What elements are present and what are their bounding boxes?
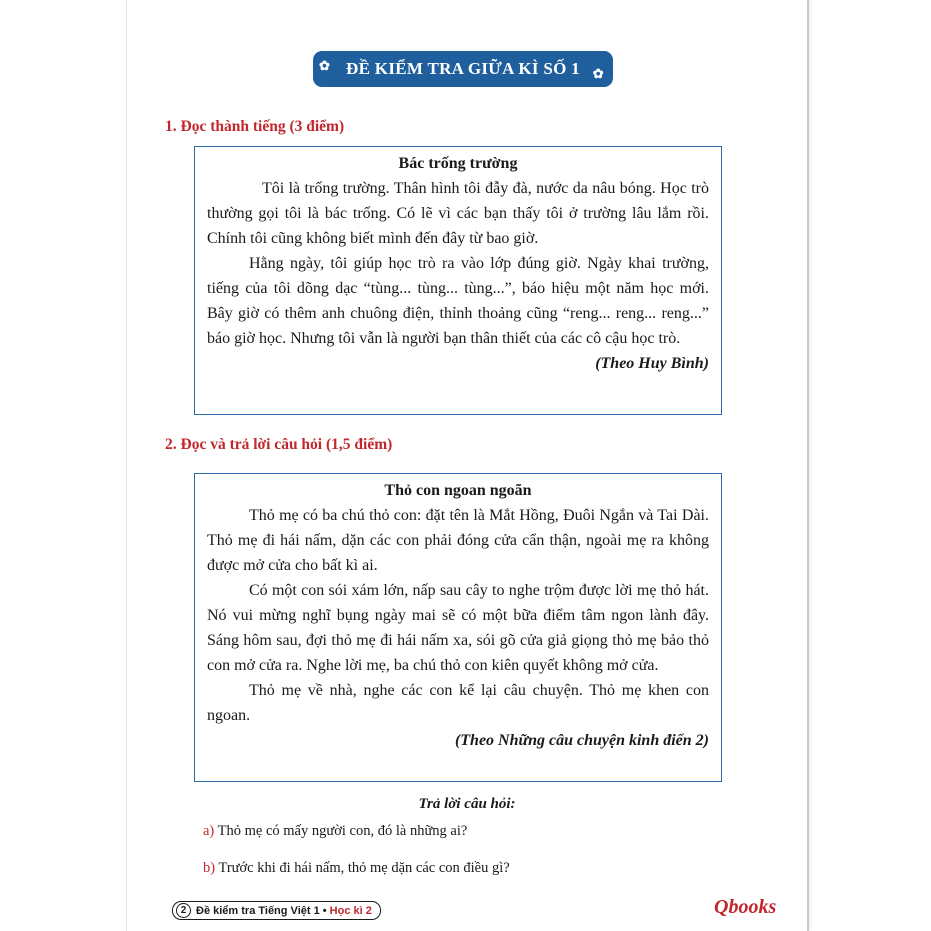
flower-icon: ✿: [319, 58, 331, 73]
document-page: [126, 0, 809, 931]
footer-book-label: [172, 901, 381, 920]
passage-1-paragraph-1: Tôi là trống trường. Thân hình tôi đẫy đà, nước da nâu bóng. Học trò thường gọi tôi là bác trống. Có lẽ vì các bạn thấy tôi ở trường lâu lắm rồi. Chính tôi cũng không biết mình đến đây từ bao giờ.: [207, 180, 709, 247]
question-a: [203, 823, 467, 840]
passage-1-paragraph-2: Hằng ngày, tôi giúp học trò ra vào lớp đúng giờ. Ngày khai trường, tiếng của tôi dõng dạc “tùng... tùng... tùng...”, báo hiệu một năm học mới. Bây giờ có thêm anh chuông điện, thỉnh thoảng cũng “reng... reng... reng...” báo giờ học. Nhưng tôi vẫn là người bạn thân thiết của các cô cậu học trò.: [207, 255, 709, 347]
question-text: Thỏ mẹ có mấy người con, đó là những ai?: [217, 823, 468, 839]
left-margin: [0, 0, 126, 931]
section-1-heading: 1. Đọc thành tiếng (3 điểm): [165, 118, 345, 135]
question-b: [203, 860, 510, 877]
section-2-heading: 2. Đọc và trả lời câu hỏi (1,5 điểm): [165, 436, 393, 453]
passage-2-source: (Theo Những câu chuyện kinh điển 2): [454, 732, 709, 749]
footer-term: Học kì 2: [329, 904, 372, 917]
questions-title: Trả lời câu hỏi:: [418, 796, 516, 812]
reading-passage-box-2: [194, 473, 722, 782]
story-title-1: Bác trống trường: [398, 155, 518, 172]
passage-2-paragraph-3: Thỏ mẹ về nhà, nghe các con kể lại câu chuyện. Thỏ mẹ khen con ngoan.: [207, 682, 709, 724]
exam-title: ĐỀ KIỂM TRA GIỮA KÌ SỐ 1: [346, 59, 580, 78]
footer-book-title: Đề kiểm tra Tiếng Việt 1 •: [196, 904, 327, 917]
publisher-logo: Qbooks: [714, 896, 777, 918]
passage-1-source: (Theo Huy Bình): [595, 355, 709, 372]
question-letter: a): [203, 823, 215, 839]
flower-icon: ✿: [592, 66, 604, 81]
question-letter: b): [203, 860, 216, 876]
exam-title-banner: [313, 51, 613, 87]
page-number: 2: [176, 903, 191, 918]
story-title-2: Thỏ con ngoan ngoãn: [384, 482, 532, 499]
passage-2-paragraph-2: Có một con sói xám lớn, nấp sau cây to nghe trộm được lời mẹ thỏ hát. Nó vui mừng nghĩ bụng ngày mai sẽ có một bữa điểm tâm ngon lành đây. Sáng hôm sau, đợi thỏ mẹ đi hái nấm xa, sói gõ cửa giả giọng thỏ mẹ bảo thỏ con mở cửa ra. Nghe lời mẹ, ba chú thỏ con kiên quyết không mở cửa.: [207, 582, 709, 674]
question-text: Trước khi đi hái nấm, thỏ mẹ dặn các con điều gì?: [218, 860, 510, 876]
reading-passage-box-1: [194, 146, 722, 415]
passage-2-paragraph-1: Thỏ mẹ có ba chú thỏ con: đặt tên là Mắt Hồng, Đuôi Ngắn và Tai Dài. Thỏ mẹ đi hái nấm, dặn các con phải đóng cửa cẩn thận, ngoài mẹ ra không được mở cửa cho bất kì ai.: [207, 507, 709, 574]
